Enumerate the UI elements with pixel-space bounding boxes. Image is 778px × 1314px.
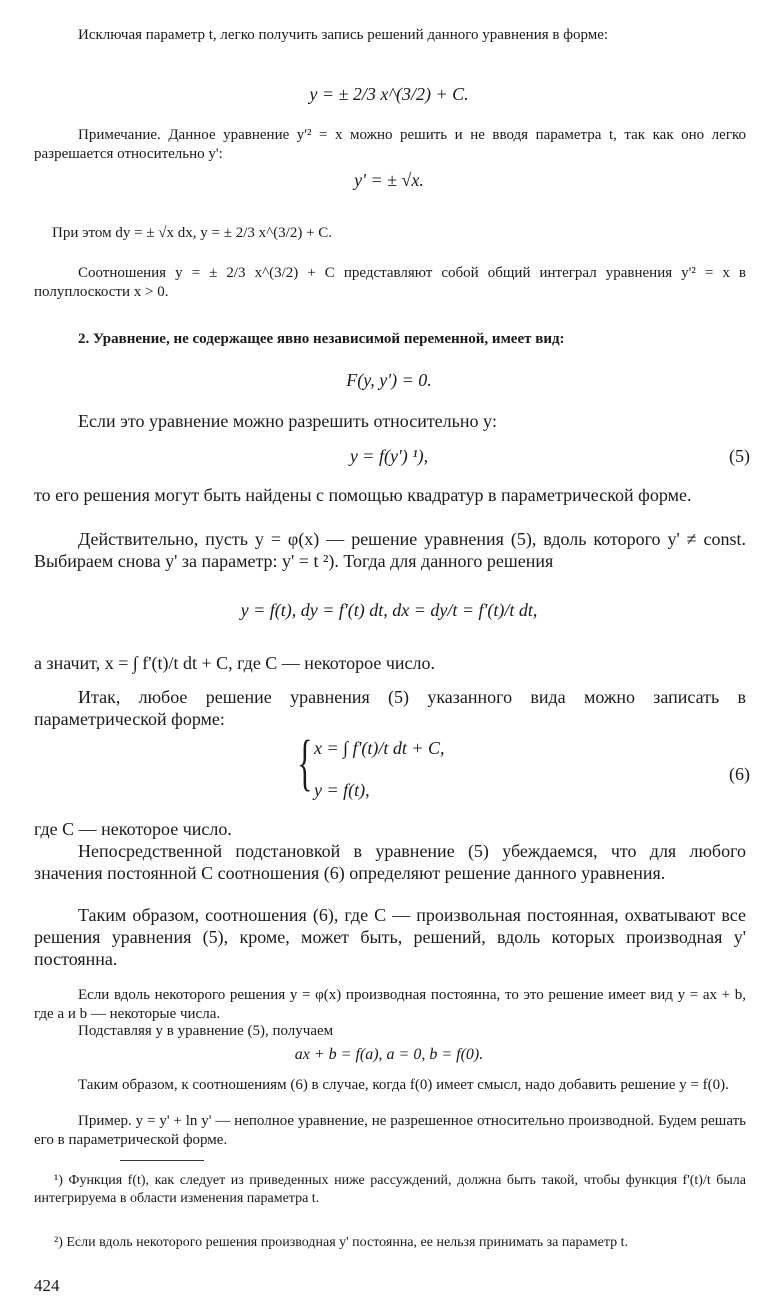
example-paragraph: Пример. y = y' + ln y' — неполное уравнение, не разрешенное относительно производной. Будем решать его в параметрической форме. <box>34 1113 746 1148</box>
footnote-1: ¹) Функция f(t), как следует из приведенных ниже рассуждений, должна быть такой, чтобы функция f'(t)/t была интегрируема в области изменения параметра t. <box>34 1173 746 1206</box>
note-paragraph: Примечание. Данное уравнение y'² = x можно решить и не вводя параметра t, так как оно легко разрешается относительно y': <box>34 127 746 162</box>
system-number: (6) <box>729 764 750 784</box>
equation-2: y' = ± √x. <box>354 170 424 190</box>
so-paragraph: Итак, любое решение уравнения (5) указанного вида можно записать в параметрической форме: <box>34 687 746 729</box>
system-line-2: y = f(t), <box>314 780 370 800</box>
small-paragraph-1: Если вдоль некоторого решения y = φ(x) производная постоянна, то это решение имеет вид y = ax + b, где a и b — некоторые числа. <box>34 987 746 1022</box>
equation-6: y = f(t), dy = f'(t) dt, dx = dy/t = f'(t)/t dt, <box>240 600 538 620</box>
section-2-heading: 2. Уравнение, не содержащее явно независимой переменной, имеет вид: <box>78 331 565 347</box>
system-line-1: x = ∫ f'(t)/t dt + C, <box>314 738 445 758</box>
if-paragraph: Если это уравнение можно разрешить относительно y: <box>78 411 498 431</box>
means-paragraph: а значит, x = ∫ f'(t)/t dt + C, где C — некоторое число. <box>34 653 436 673</box>
small-paragraph-2: Подставляя y в уравнение (5), получаем <box>78 1023 334 1039</box>
equation-5: y = f(y') ¹), <box>349 446 429 466</box>
where-paragraph: где C — некоторое число. <box>34 819 232 839</box>
equation-7: ax + b = f(a), a = 0, b = f(0). <box>294 1046 484 1063</box>
footnote-divider <box>120 1160 204 1161</box>
equation-5-number: (5) <box>729 446 750 466</box>
intro-paragraph: Исключая параметр t, легко получить запись решений данного уравнения в форме: <box>78 27 609 43</box>
page-number: 424 <box>34 1276 60 1295</box>
small-paragraph-3: Таким образом, к соотношениям (6) в случае, когда f(0) имеет смысл, надо добавить решение y = f(0). <box>78 1077 729 1093</box>
indeed-paragraph: Действительно, пусть y = φ(x) — решение уравнения (5), вдоль которого y' ≠ const. Выбираем снова y' за параметр: y' = t ²). Тогда для данного решения <box>34 529 746 571</box>
direct-paragraph: Непосредственной подстановкой в уравнение (5) убеждаемся, что для любого значения постоянной C соотношения (6) определяют решение данного уравнения. <box>34 841 746 883</box>
equation-1: y = ± 2/3 x^(3/2) + C. <box>309 84 469 104</box>
equation-3-line: При этом dy = ± √x dx, y = ± 2/3 x^(3/2) + C. <box>52 225 333 241</box>
relation-paragraph: Соотношения y = ± 2/3 x^(3/2) + C представляют собой общий интеграл уравнения y'² = x в полуплоскости x > 0. <box>34 265 746 300</box>
thus-paragraph: Таким образом, соотношения (6), где C — произвольная постоянная, охватывают все решения уравнения (5), кроме, может быть, решений, вдоль которых производная y' постоянна. <box>34 905 746 969</box>
footnote-2: ²) Если вдоль некоторого решения производная y' постоянна, ее нельзя принимать за параметр t. <box>54 1235 628 1250</box>
then-paragraph: то его решения могут быть найдены с помощью квадратур в параметрической форме. <box>34 485 692 505</box>
equation-4: F(y, y') = 0. <box>346 370 432 390</box>
system-brace: { <box>297 729 313 797</box>
